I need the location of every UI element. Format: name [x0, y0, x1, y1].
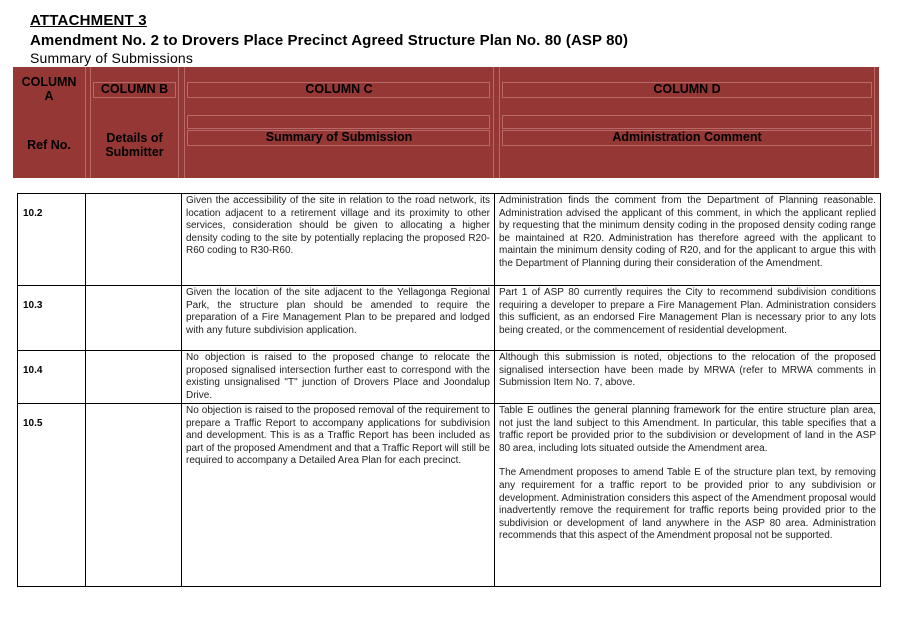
- header-box: [187, 115, 490, 129]
- ref-cell: 10.4: [18, 351, 86, 404]
- table-row: [18, 404, 881, 587]
- column-a-line2: A: [44, 89, 54, 103]
- table-row: [18, 351, 881, 404]
- column-d-heading: COLUMN D: [653, 82, 721, 97]
- summary-cell: No objection is raised to the proposed removal of the requirement to prepare a Traffic Report to accompany applications for subdivision and development. This is as a Traffic Report has been included as part of the proposed Amendment and that a Traffic Report will still be required to accompany a Detailed Area Plan for each precinct.: [182, 404, 495, 587]
- comment-heading: Administration Comment: [612, 130, 762, 145]
- comment-cell: Administration finds the comment from the Department of Planning reasonable. Administration advised the applicant of this comment, in which the applicant replied by requesting that the minimum density coding in the proposed density coding range be maintained at R20. Administration has therefore agreed with the applicant to maintain the minimum density coding of R20, and for the applicant to argue this with the Department of Planning during their consideration of the Amendment.: [495, 194, 881, 286]
- submitter-heading-line1: Details of: [106, 131, 163, 146]
- ref-cell: 10.2: [18, 194, 86, 286]
- document-title: Amendment No. 2 to Drovers Place Precinct Agreed Structure Plan No. 80 (ASP 80): [30, 32, 629, 49]
- submitter-cell: [86, 194, 182, 286]
- comment-cell: Part 1 of ASP 80 currently requires the City to recommend subdivision conditions requiring a developer to prepare a Fire Management Plan. Administration considers this sufficient, as an endorsed Fire Management Plan is necessary prior to any lots being created, or the commencement of residential development.: [495, 286, 881, 351]
- comment-paragraph: Table E outlines the general planning framework for the entire structure plan area, not just the land subject to this Amendment. In particular, this table specifies that a traffic report be provided prior to the subdivision or development of land in the ASP 80 area, including lots situated outside the Amendment area.: [499, 405, 876, 454]
- document-subtitle: Summary of Submissions: [30, 50, 194, 66]
- column-c-heading: COLUMN C: [305, 82, 373, 97]
- attachment-label: ATTACHMENT 3: [30, 12, 147, 29]
- submitter-heading: [91, 129, 178, 163]
- header-divider: [493, 67, 494, 178]
- submissions-table: [17, 193, 881, 587]
- header-divider: [874, 67, 875, 178]
- column-b-heading: COLUMN B: [100, 82, 169, 97]
- ref-cell: 10.3: [18, 286, 86, 351]
- table-header: [13, 67, 879, 178]
- table-row: [18, 286, 881, 351]
- comment-cell: [495, 404, 881, 587]
- header-divider: [85, 67, 86, 178]
- comment-paragraph: The Amendment proposes to amend Table E of the structure plan text, by removing any requirement for a traffic report to be provided prior to any subdivision or development. Administration considers this aspect of the Amendment proposal would inadvertently remove the requirement for traffic reports being provided prior to the subdivision or development of land anywhere in the ASP 80 area. Administration recommends that this aspect of the Amendment proposal not be supported.: [499, 467, 876, 542]
- ref-no-heading: Ref No.: [27, 138, 71, 153]
- submitter-cell: [86, 351, 182, 404]
- submitter-cell: [86, 404, 182, 587]
- summary-cell: No objection is raised to the proposed change to relocate the proposed signalised intersection further east to correspond with the existing unsignalised "T" junction of Drovers Place and Joondalup Drive.: [182, 351, 495, 404]
- paragraph-spacer: [499, 455, 876, 467]
- submitter-heading-line2: Submitter: [105, 145, 164, 159]
- summary-cell: Given the location of the site adjacent to the Yellagonga Regional Park, the structure plan should be amended to require the preparation of a Fire Management Plan to be prepared and lodged with any future subdivision application.: [182, 286, 495, 351]
- ref-cell: 10.5: [18, 404, 86, 587]
- header-box: [502, 115, 872, 129]
- column-a-line1: COLUMN: [21, 75, 77, 90]
- summary-cell: Given the accessibility of the site in relation to the road network, its location adjacent to a retirement village and its proximity to other services, consideration should be given to allocating a higher density coding to the site by potentially replacing the proposed R20-R60 coding to R30-R60.: [182, 194, 495, 286]
- submitter-cell: [86, 286, 182, 351]
- header-divider: [178, 67, 179, 178]
- comment-cell: Although this submission is noted, objections to the relocation of the proposed signalised intersection have been made by MRWA (refer to MRWA comments in Submission Item No. 7, above.: [495, 351, 881, 404]
- table-row: [18, 194, 881, 286]
- column-a-heading: [13, 73, 85, 107]
- summary-heading: Summary of Submission: [265, 130, 413, 145]
